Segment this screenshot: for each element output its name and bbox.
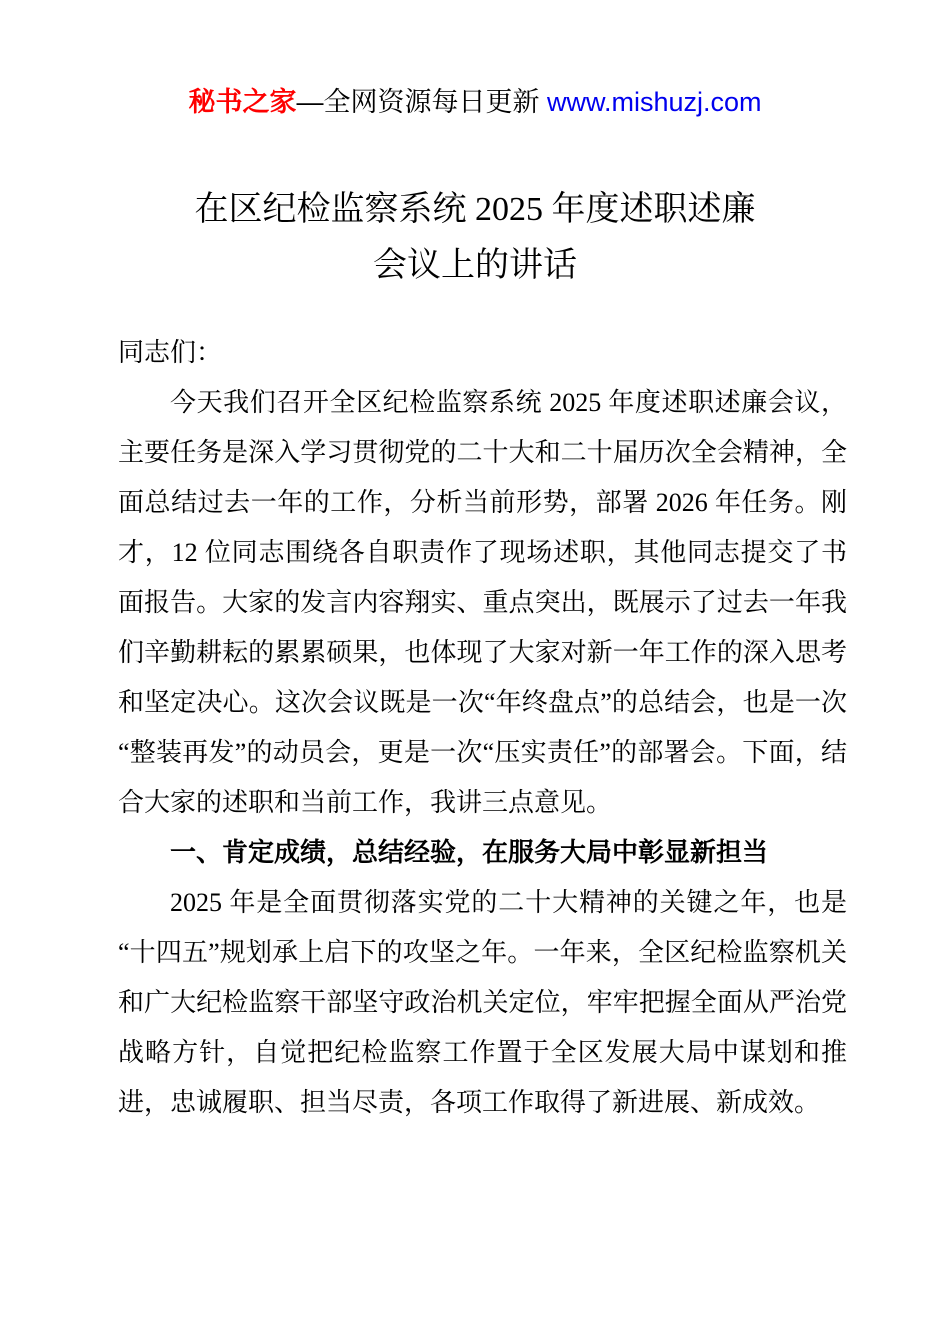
site-brand-text: 秘书之家 — [188, 87, 297, 117]
site-header — [0, 86, 950, 118]
site-url-link[interactable]: www.mishuzj.com — [546, 87, 762, 117]
salutation: 同志们： — [118, 338, 223, 367]
section-heading-1: 一、肯定成绩，总结经验，在服务大局中彰显新担当 — [170, 838, 769, 867]
document-title — [0, 182, 950, 294]
site-tagline-text: —全网资源每日更新 — [296, 87, 547, 117]
document-title-line1: 在区纪检监察系统 2025 年度述职述廉 — [194, 191, 756, 228]
body-paragraph-1: 今天我们召开全区纪检监察系统 2025 年度述职述廉会议，主要任务是深入学习贯彻党的二十大和二十届历次全会精神，全面总结过去一年的工作，分析当前形势，部署 2026 年任务。刚才，12 位同志围绕各自职责作了现场述职，其他同志提交了书面报告。大家的发言内容翔实、重点突出，既展示了过去一年我们辛勤耕耘的累累硕果，也体现了大家对新一年工作的深入思考和坚定决心。这次会议既是一次“年终盘点”的总结会，也是一次“整装再发”的动员会，更是一次“压实责任”的部署会。下面，结合大家的述职和当前工作，我讲三点意见。 — [118, 388, 847, 817]
document-title-line2: 会议上的讲话 — [373, 247, 577, 284]
body-paragraph-2: 2025 年是全面贯彻落实党的二十大精神的关键之年，也是“十四五”规划承上启下的攻坚之年。一年来，全区纪检监察机关和广大纪检监察干部坚守政治机关定位，牢牢把握全面从严治党战略方针，自觉把纪检监察工作置于全区发展大局中谋划和推进，忠诚履职、担当尽责，各项工作取得了新进展、新成效。 — [118, 888, 847, 1117]
document-body — [0, 328, 950, 1128]
